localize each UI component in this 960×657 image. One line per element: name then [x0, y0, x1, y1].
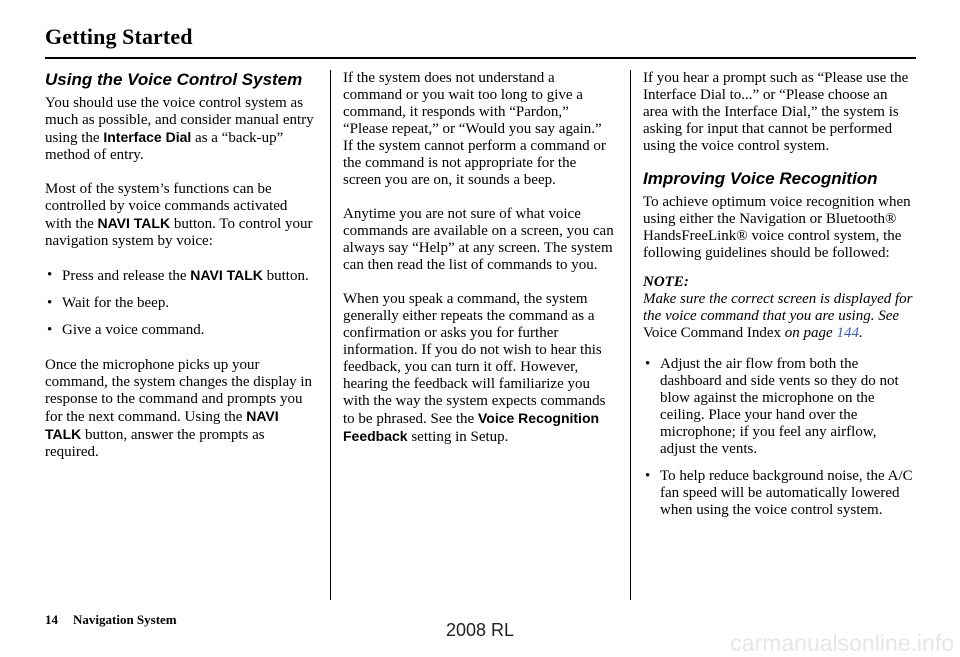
note-body: Make sure the correct screen is displayed for the voice command that you are using. See Voice Command Index on page 144. [643, 291, 913, 341]
paragraph: When you speak a command, the system generally either repeats the command as a confirmation or asks you for further information. If you do not wish to hear this feedback, you can turn it off. However, hearing the feedback will familiarize you with the way the system expects commands to be phrased. See the Voice Recognition Feedback setting in Setup. [343, 291, 606, 445]
list-item: • Wait for the beep. [45, 295, 317, 312]
paragraph: Once the microphone picks up your command, the system changes the display in response to the command and prompts you for the next command. Using the NAVI TALK button, answer the prompts as required. [45, 357, 313, 460]
list-item: • To help reduce background noise, the A/C fan speed will be automatically lowered when using the voice control system. [643, 468, 915, 519]
column-3 [643, 70, 915, 529]
navi-talk-label: NAVI TALK [190, 267, 263, 283]
footer-label: Navigation System [73, 612, 177, 627]
note-heading: NOTE: [643, 274, 689, 290]
paragraph: To achieve optimum voice recognition when using either the Navigation or Bluetooth® HandsFreeLink® voice control system, the following guidelines should be followed: [643, 194, 911, 261]
paragraph: Anytime you are not sure of what voice commands are available on a screen, you can always say “Help” at any screen. The system can then read the list of commands to you. [343, 206, 614, 273]
paragraph: If you hear a prompt such as “Please use the Interface Dial to...” or “Please choose an area with the Interface Dial,” the system is asking for input that cannot be performed using the voice control system. [643, 70, 909, 154]
column-2 [343, 70, 615, 463]
paragraph: Most of the system’s functions can be controlled by voice commands activated with the NAVI TALK button. To control your navigation system by voice: [45, 181, 313, 249]
list-item: • Press and release the NAVI TALK button. [45, 267, 317, 285]
navi-talk-label: NAVI TALK [97, 215, 171, 231]
page-number: 14 [45, 612, 58, 627]
list-item: • Adjust the air flow from both the dashboard and side vents so they do not blow against the microphone on the ceiling. Place your hand over the microphone; if you feel any airflow, adjust the vents. [643, 356, 915, 458]
watermark: carmanualsonline.info [730, 630, 954, 656]
section-heading-improving-recognition: Improving Voice Recognition [643, 169, 878, 188]
header-rule [45, 57, 916, 59]
page-title: Getting Started [45, 24, 193, 49]
guidelines-list [643, 356, 915, 519]
model-label: 2008 RL [445, 620, 515, 640]
paragraph: If the system does not understand a command or you wait too long to give a command, it responds with “Pardon,” “Please repeat,” or “Would you say again.” If the system cannot perform a command or the command is not appropriate for the screen you are on, it sounds a beep. [343, 70, 606, 188]
paragraph: You should use the voice control system as much as possible, and consider manual entry using the Interface Dial as a “back-up” method of entry. [45, 95, 314, 163]
column-1 [45, 70, 317, 478]
navi-talk-label: NAVI TALK [45, 408, 279, 442]
section-heading-voice-control: Using the Voice Control System [45, 70, 303, 89]
page-link[interactable]: 144 [836, 325, 859, 341]
interface-dial-label: Interface Dial [103, 129, 192, 145]
list-item: • Give a voice command. [45, 322, 317, 339]
column-divider-1 [330, 70, 331, 600]
steps-list [45, 267, 317, 339]
voice-recognition-feedback-label: Voice Recognition Feedback [343, 410, 600, 444]
column-divider-2 [630, 70, 631, 600]
